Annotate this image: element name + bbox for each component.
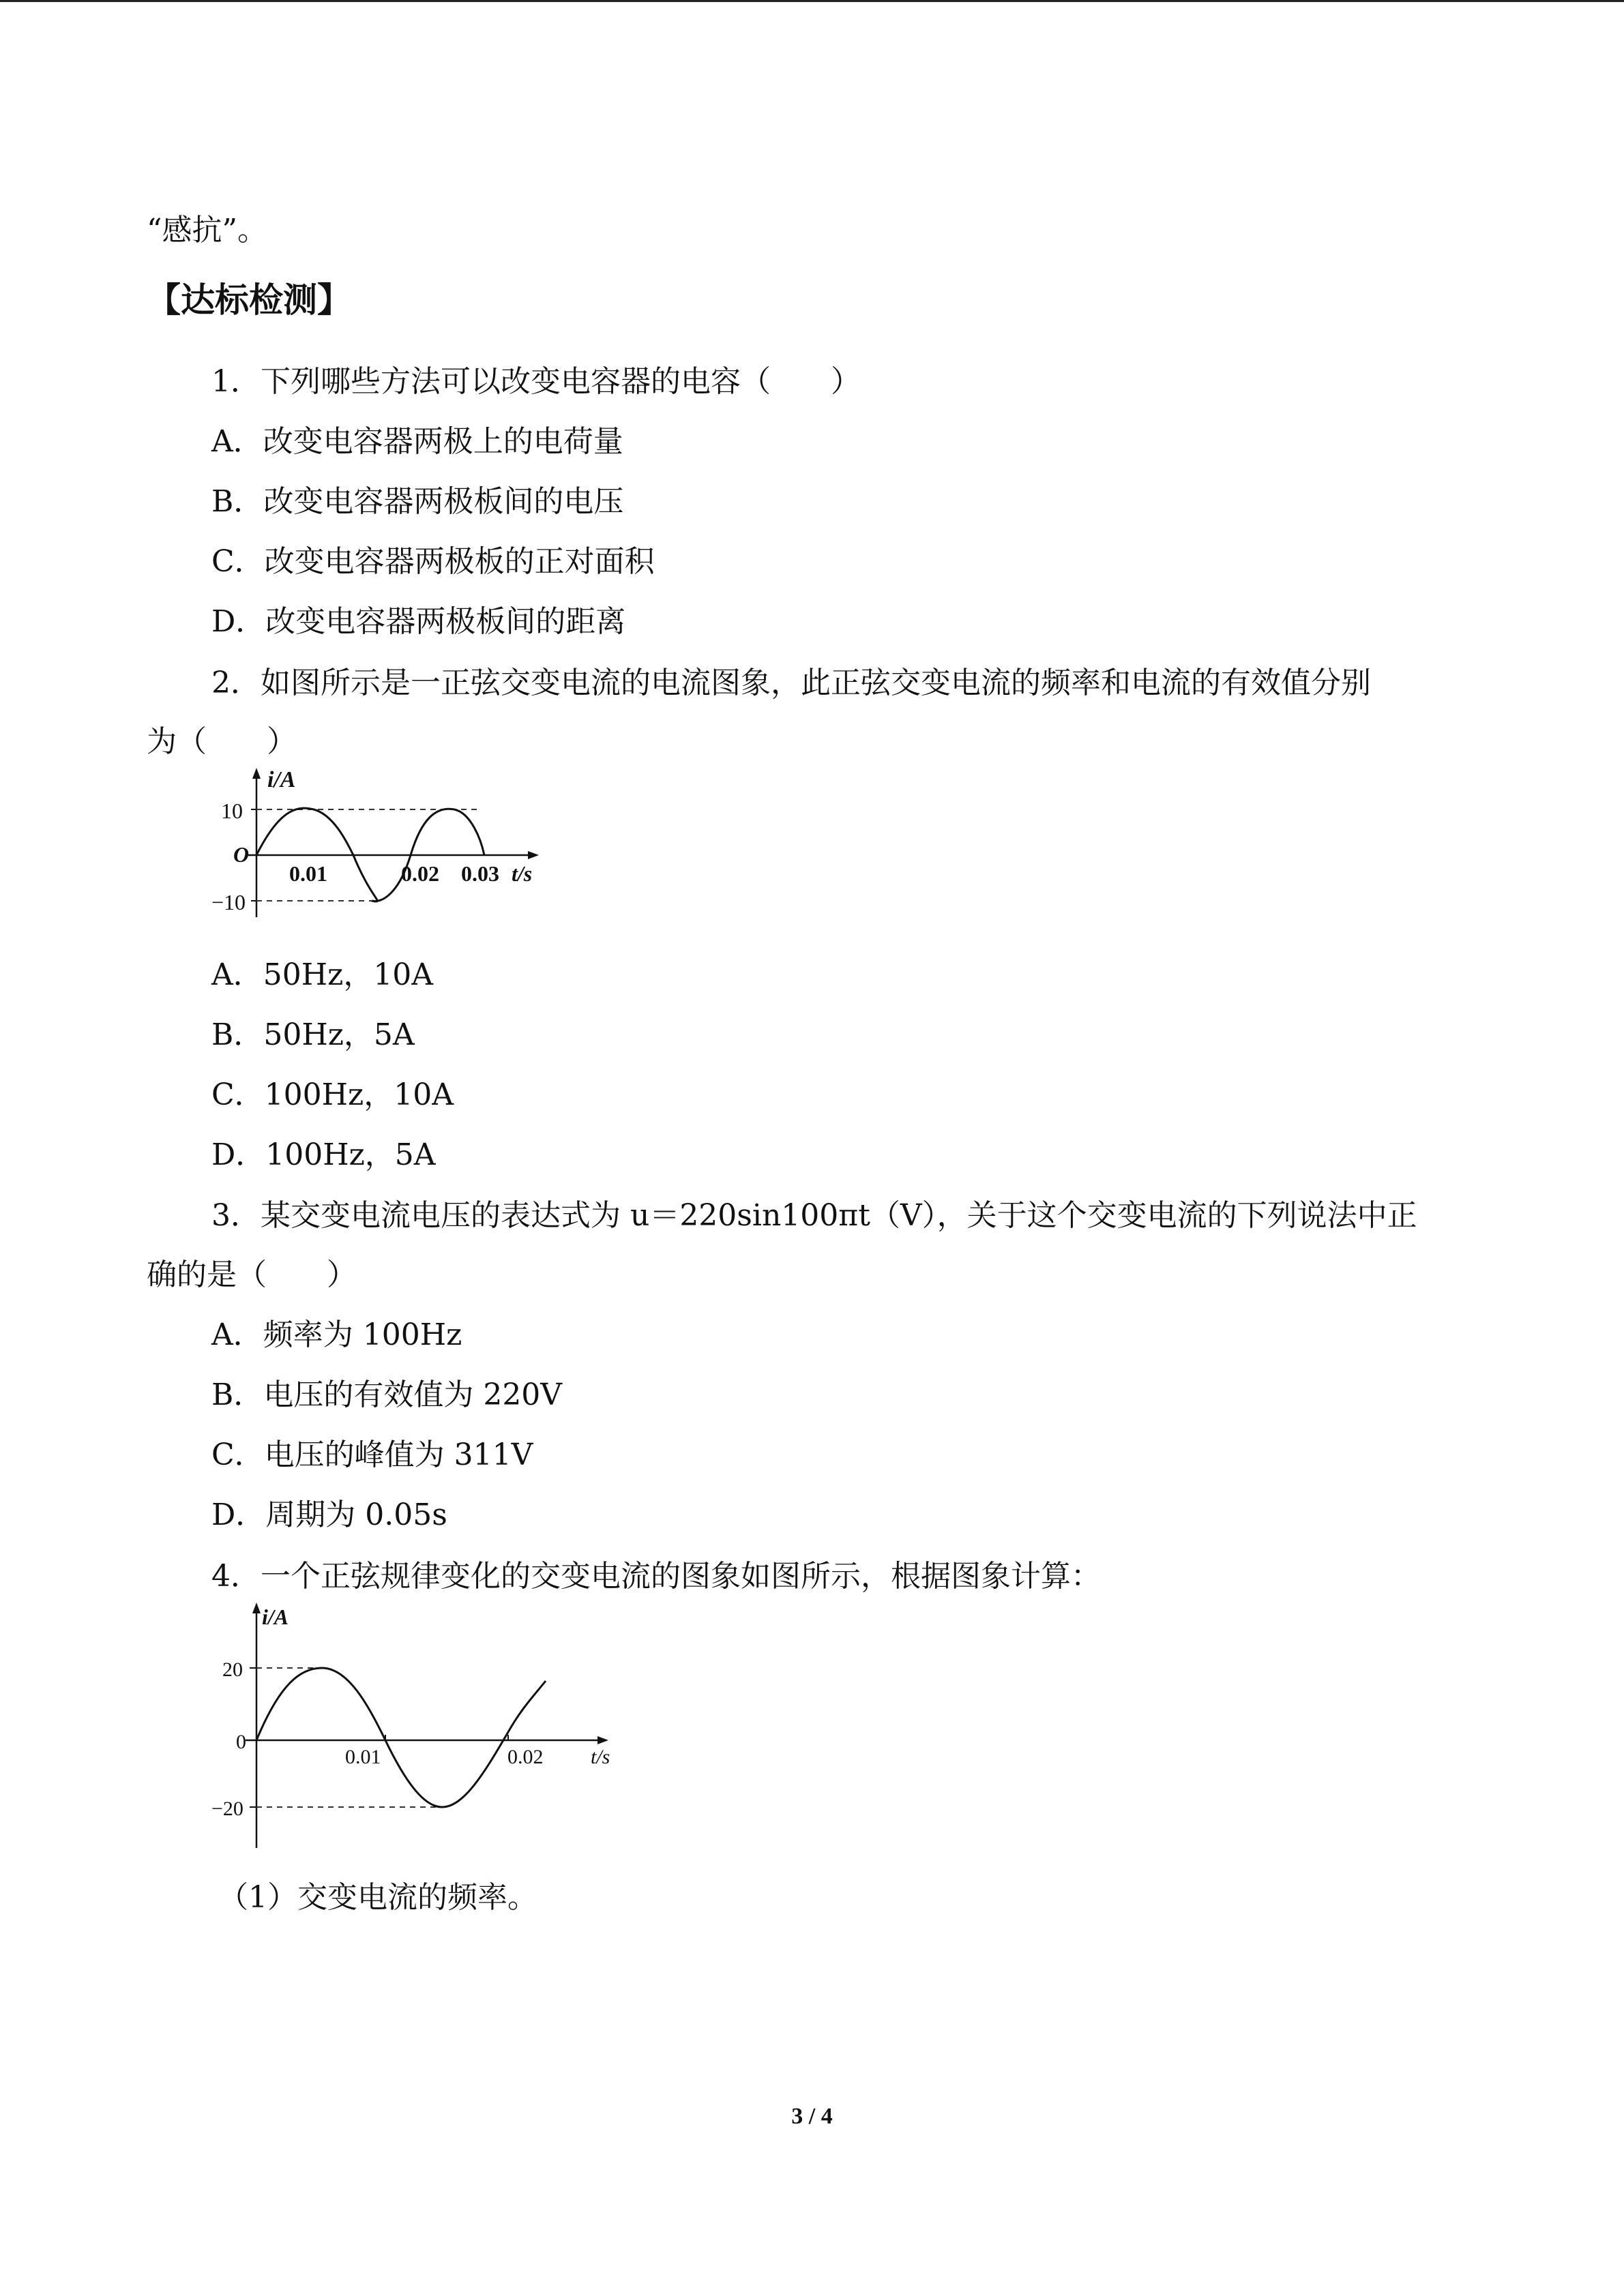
q3-option-b: B．电压的有效值为 220V — [211, 1377, 563, 1412]
q4-y-axis-arrow — [252, 1602, 261, 1613]
q4-stem: 4．一个正弦规律变化的交变电流的图象如图所示，根据图象计算： — [211, 1559, 1101, 1594]
q2-option-a: A．50Hz，10A — [211, 957, 434, 992]
q3-option-c: C．电压的峰值为 311V — [211, 1437, 533, 1472]
q2-y-axis-title: i/A — [267, 767, 296, 792]
q1-option-a: A．改变电容器两极上的电荷量 — [211, 424, 623, 459]
section-title: 【达标检测】 — [147, 280, 351, 320]
q1-option-c: C．改变电容器两极板的正对面积 — [211, 544, 655, 579]
q2-option-d: D．100Hz，5A — [211, 1137, 436, 1172]
q4-x-tick-001: 0.01 — [345, 1746, 381, 1768]
q1-option-b: B．改变电容器两极板间的电压 — [211, 484, 624, 519]
q4-y-tick-neg20: −20 — [211, 1798, 243, 1820]
q2-x-tick-001: 0.01 — [289, 861, 327, 886]
q2-x-axis-title: t/s — [512, 861, 533, 886]
q2-current-graph — [205, 764, 559, 927]
q1-option-d: D．改变电容器两极板间的距离 — [211, 604, 626, 639]
q3-option-d: D．周期为 0.05s — [211, 1497, 447, 1532]
q2-y-tick-neg10: −10 — [211, 890, 246, 914]
q2-x-tick-002: 0.02 — [401, 861, 439, 886]
q4-x-tick-002: 0.02 — [507, 1746, 544, 1768]
q2-option-b: B．50Hz，5A — [211, 1017, 415, 1052]
q2-origin-label: O — [233, 842, 250, 867]
q4-x-axis-arrow — [597, 1736, 608, 1744]
q1-stem: 1．下列哪些方法可以改变电容器的电容（ ） — [211, 364, 861, 399]
q2-stem-line2: 为（ ） — [147, 724, 297, 759]
q3-stem-line2: 确的是（ ） — [147, 1257, 357, 1292]
q2-option-c: C．100Hz，10A — [211, 1077, 454, 1112]
q4-y-axis-title: i/A — [262, 1605, 289, 1629]
q2-stem-line1: 2．如图所示是一正弦交变电流的电流图象，此正弦交变电流的频率和电流的有效值分别 — [211, 666, 1371, 700]
q2-y-tick-10: 10 — [221, 799, 243, 823]
q2-x-tick-003: 0.03 — [461, 861, 499, 886]
q3-stem-line1: 3．某交变电流电压的表达式为 u＝220sin100πt（V），关于这个交变电流的下列说法中正 — [211, 1198, 1417, 1233]
intro-tail: “感抗”。 — [147, 213, 267, 248]
q4-y-tick-0: 0 — [236, 1731, 246, 1753]
q4-x-axis-title: t/s — [591, 1746, 610, 1768]
q3-option-a: A．频率为 100Hz — [211, 1317, 462, 1352]
page-number: 3 / 4 — [791, 2104, 833, 2129]
q4-sub-1: （1）交变电流的频率。 — [218, 1880, 537, 1915]
q4-sine-curve — [256, 1668, 546, 1807]
q4-current-graph — [205, 1596, 641, 1855]
q2-y-axis-arrow — [252, 768, 261, 779]
top-border — [0, 0, 1624, 2]
q4-y-tick-20: 20 — [222, 1658, 243, 1681]
q2-x-axis-arrow — [528, 851, 539, 859]
